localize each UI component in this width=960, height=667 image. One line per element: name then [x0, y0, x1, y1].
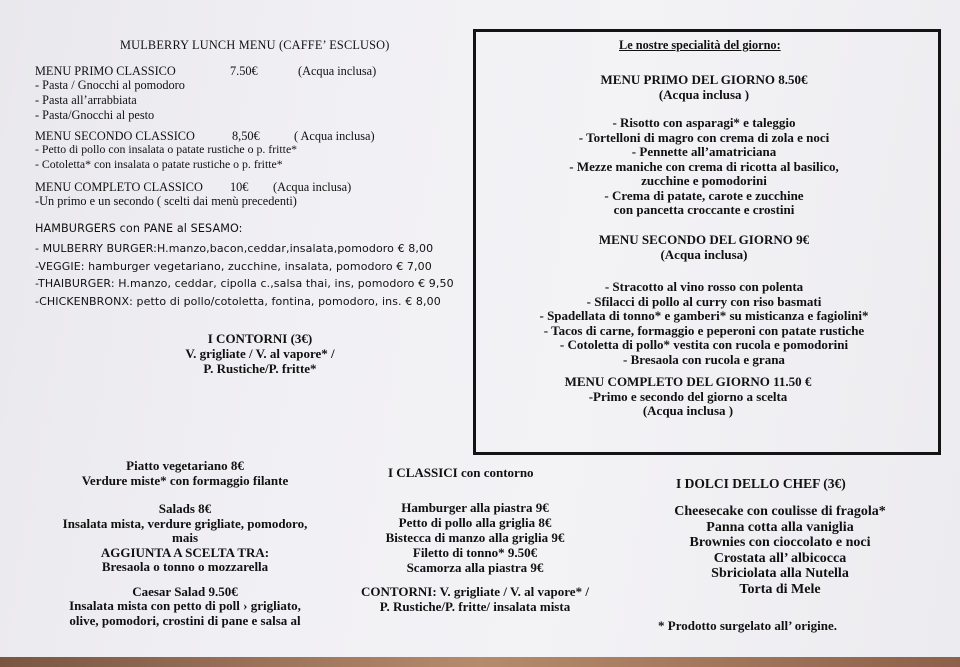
list-item: con pancetta croccante e crostini — [613, 202, 795, 217]
list-item: Brownies con cioccolato e noci — [689, 535, 871, 550]
primo-note: (Acqua inclusa) — [298, 64, 377, 78]
bottom-left-block — [20, 459, 350, 628]
list-item: -THAIBURGER: H.manzo, ceddar, cipolla c.,salsa thai, ins, pomodoro € 9,50 — [35, 277, 454, 290]
completo-heading: MENU COMPLETO CLASSICO — [35, 180, 203, 194]
primo-del-giorno-heading: MENU PRIMO DEL GIORNO 8.50€ — [600, 72, 808, 87]
dolci-items — [640, 504, 920, 597]
secondo-del-giorno-heading: MENU SECONDO DEL GIORNO 9€ — [598, 232, 810, 247]
list-item: - Petto di pollo con insalata o patate rustiche o p. fritte* — [35, 142, 298, 156]
secondo-price: 8,50€ — [232, 129, 260, 143]
list-item: - Spadellata di tonno* e gamberi* su misticanza e fagiolini* — [539, 308, 869, 323]
table-edge — [0, 657, 960, 667]
menu-title: MULBERRY LUNCH MENU (CAFFE’ ESCLUSO) — [120, 38, 390, 52]
list-item: - Tortelloni di magro con crema di zola e noci — [578, 129, 830, 145]
classici-title: I CLASSICI con contorno — [388, 465, 534, 480]
list-item: - MULBERRY BURGER:H.manzo,bacon,ceddar,insalata,pomodoro € 8,00 — [35, 242, 434, 255]
list-item: Torta di Mele — [739, 581, 821, 597]
list-item: Scamorza alla piastra 9€ — [406, 560, 544, 575]
completo-price: 10€ — [230, 180, 249, 194]
list-item: - Mezze maniche con crema di ricotta al basilico, — [569, 158, 839, 174]
primo-items — [35, 78, 185, 123]
secondo-note: ( Acqua inclusa) — [294, 129, 375, 143]
list-item: - Pasta / Gnocchi al pomodoro — [35, 78, 185, 92]
primo-price: 7.50€ — [230, 64, 258, 78]
list-item: Panna cotta alla vaniglia — [706, 519, 854, 535]
dolci-title: I DOLCI DELLO CHEF (3€) — [676, 476, 846, 491]
primo-heading: MENU PRIMO CLASSICO — [35, 64, 176, 78]
list-item: - Bresaola con rucola e grana — [623, 351, 785, 367]
list-item: - Pasta all’arrabbiata — [35, 93, 137, 107]
list-item: Bistecca di manzo alla griglia 9€ — [385, 530, 565, 545]
list-item: - Cotoletta di pollo* vestita con rucola e pomodorini — [559, 337, 849, 352]
list-item: Petto di pollo alla griglia 8€ — [398, 515, 552, 530]
list-item: Cheesecake con coulisse di fragola* — [674, 504, 886, 519]
aggiunta-desc: Bresaola o tonno o mozzarella — [101, 559, 269, 574]
contorni-heading: I CONTORNI (3€) — [207, 331, 313, 346]
completo-note: (Acqua inclusa) — [273, 180, 352, 194]
list-item: - Risotto con asparagi* e taleggio — [612, 115, 796, 130]
specials-title: Le nostre specialità del giorno: — [619, 38, 781, 52]
aggiunta-title: AGGIUNTA A SCELTA TRA: — [100, 544, 270, 560]
completo-item: -Un primo e un secondo ( scelti dai menù precedenti) — [35, 194, 297, 208]
contorni-line: P. Rustiche/P. fritte* — [203, 361, 317, 376]
salads-title: Salads 8€ — [158, 501, 212, 516]
list-item: Sbriciolata alla Nutella — [711, 566, 849, 581]
list-item: - Sfilacci di pollo al curry con riso basmati — [586, 293, 822, 309]
hamburgers-heading: HAMBURGERS con PANE al SESAMO: — [35, 222, 243, 235]
list-item: - Stracotto al vino rosso con polenta — [604, 279, 804, 294]
veg-title: Piatto vegetariano 8€ — [126, 458, 244, 473]
completo-del-giorno-line: -Primo e secondo del giorno a scelta — [588, 388, 788, 404]
hamburgers-items — [35, 240, 454, 310]
specials-primo — [478, 73, 930, 218]
secondo-del-giorno-note: (Acqua inclusa) — [660, 246, 748, 262]
list-item: -VEGGIE: hamburger vegetariano, zucchine, insalata, pomodoro € 7,00 — [35, 259, 432, 273]
list-item: zucchine e pomodorini — [641, 173, 767, 188]
list-item: - Tacos di carne, formaggio e peperoni con patate rustiche — [543, 322, 865, 338]
specials-completo — [478, 375, 898, 419]
veg-desc: Verdure miste* con formaggio filante — [81, 472, 289, 488]
list-item: - Pasta/Gnocchi al pesto — [35, 108, 155, 122]
list-item: - Pennette all’amatriciana — [631, 144, 777, 159]
primo-del-giorno-note: (Acqua inclusa ) — [658, 86, 750, 102]
contorni-block — [150, 331, 370, 376]
specials-secondo — [478, 233, 930, 367]
secondo-items — [35, 142, 297, 172]
list-item: Hamburger alla piastra 9€ — [401, 500, 549, 515]
dolci-footnote: * Prodotto surgelato all’ origine. — [658, 618, 837, 633]
secondo-heading: MENU SECONDO CLASSICO — [35, 129, 195, 143]
list-item: Filetto di tonno* 9.50€ — [412, 545, 538, 560]
classici-contorni-line: P. Rustiche/P. fritte/ insalata mista — [379, 599, 571, 614]
salads-line: mais — [172, 530, 198, 545]
completo-del-giorno-heading: MENU COMPLETO DEL GIORNO 11.50 € — [564, 374, 812, 389]
contorni-line: V. grigliate / V. al vapore* / — [185, 346, 335, 361]
caesar-line: Insalata mista con petto di poll › grigliato, — [69, 598, 301, 613]
list-item: - Crema di patate, carote e zucchine — [604, 187, 804, 203]
completo-del-giorno-note: (Acqua inclusa ) — [642, 403, 734, 418]
classici-contorni-line: CONTORNI: V. grigliate / V. al vapore* / — [361, 584, 589, 599]
list-item: Crostata all’ albicocca — [713, 550, 847, 566]
list-item: -CHICKENBRONX: petto di pollo/cotoletta, fontina, pomodoro, ins. € 8,00 — [35, 294, 441, 308]
caesar-title: Caesar Salad 9.50€ — [132, 583, 238, 599]
list-item: - Cotoletta* con insalata o patate rustiche o p. fritte* — [35, 157, 283, 171]
salads-line: Insalata mista, verdure grigliate, pomodoro, — [62, 515, 308, 531]
classici-items — [340, 500, 610, 614]
caesar-line: olive, pomodori, crostini di pane e salsa al — [69, 612, 301, 628]
